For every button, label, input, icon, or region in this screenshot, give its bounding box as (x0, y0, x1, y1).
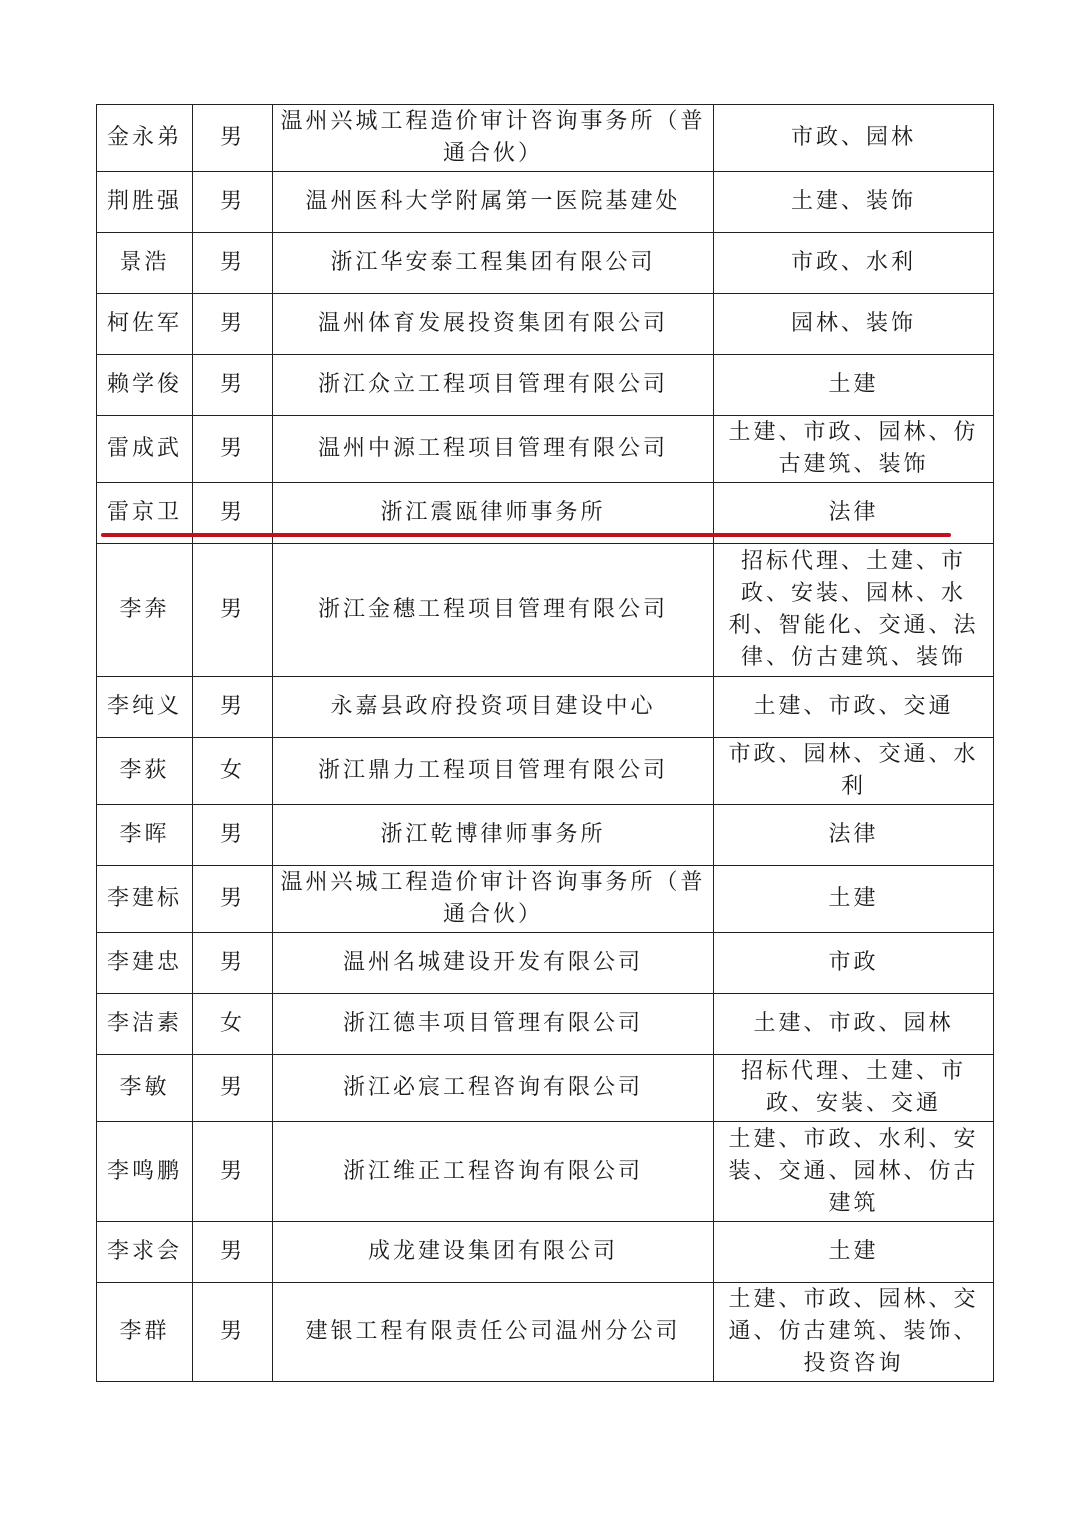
gender-cell: 女 (193, 738, 273, 805)
table-row (97, 933, 994, 994)
table-row (97, 805, 994, 866)
field-cell: 土建、市政、园林、交通、仿古建筑、装饰、投资咨询 (714, 1283, 994, 1382)
field-cell: 法律 (714, 483, 994, 544)
name-cell: 雷京卫 (97, 483, 193, 544)
org-cell: 成龙建设集团有限公司 (273, 1222, 714, 1283)
table-row (97, 294, 994, 355)
org-cell: 浙江华安泰工程集团有限公司 (273, 233, 714, 294)
table-row (97, 233, 994, 294)
name-cell: 柯佐军 (97, 294, 193, 355)
org-cell: 浙江德丰项目管理有限公司 (273, 994, 714, 1055)
org-cell: 温州兴城工程造价审计咨询事务所（普通合伙） (273, 105, 714, 172)
field-cell: 土建、装饰 (714, 172, 994, 233)
name-cell: 李洁素 (97, 994, 193, 1055)
org-cell: 温州兴城工程造价审计咨询事务所（普通合伙） (273, 866, 714, 933)
field-cell: 土建 (714, 866, 994, 933)
table-row (97, 677, 994, 738)
org-cell: 永嘉县政府投资项目建设中心 (273, 677, 714, 738)
org-cell: 温州医科大学附属第一医院基建处 (273, 172, 714, 233)
table-row (97, 172, 994, 233)
field-cell: 招标代理、土建、市政、安装、交通 (714, 1055, 994, 1122)
field-cell: 招标代理、土建、市政、安装、园林、水利、智能化、交通、法律、仿古建筑、装饰 (714, 544, 994, 677)
table-row (97, 866, 994, 933)
table-row (97, 1055, 994, 1122)
org-cell: 浙江维正工程咨询有限公司 (273, 1122, 714, 1222)
org-cell: 浙江乾博律师事务所 (273, 805, 714, 866)
table-row (97, 416, 994, 483)
gender-cell: 男 (193, 677, 273, 738)
gender-cell: 女 (193, 994, 273, 1055)
gender-cell: 男 (193, 416, 273, 483)
org-cell: 浙江震瓯律师事务所 (273, 483, 714, 544)
field-cell: 土建 (714, 1222, 994, 1283)
table-row (97, 105, 994, 172)
gender-cell: 男 (193, 105, 273, 172)
table-row (97, 355, 994, 416)
gender-cell: 男 (193, 233, 273, 294)
name-cell: 李建标 (97, 866, 193, 933)
name-cell: 李奔 (97, 544, 193, 677)
table-row (97, 1122, 994, 1222)
table-row (97, 738, 994, 805)
expert-roster-table (96, 104, 994, 1382)
field-cell: 法律 (714, 805, 994, 866)
org-cell: 温州名城建设开发有限公司 (273, 933, 714, 994)
name-cell: 李纯义 (97, 677, 193, 738)
gender-cell: 男 (193, 933, 273, 994)
field-cell: 园林、装饰 (714, 294, 994, 355)
gender-cell: 男 (193, 1222, 273, 1283)
red-underline-mark (101, 533, 951, 537)
name-cell: 景浩 (97, 233, 193, 294)
field-cell: 市政 (714, 933, 994, 994)
gender-cell: 男 (193, 1055, 273, 1122)
gender-cell: 男 (193, 544, 273, 677)
field-cell: 市政、水利 (714, 233, 994, 294)
gender-cell: 男 (193, 294, 273, 355)
name-cell: 李鸣鹏 (97, 1122, 193, 1222)
org-cell: 浙江必宸工程咨询有限公司 (273, 1055, 714, 1122)
table-row (97, 544, 994, 677)
org-cell: 温州中源工程项目管理有限公司 (273, 416, 714, 483)
name-cell: 李敏 (97, 1055, 193, 1122)
field-cell: 土建、市政、水利、安装、交通、园林、仿古建筑 (714, 1122, 994, 1222)
name-cell: 雷成武 (97, 416, 193, 483)
table-row (97, 1283, 994, 1382)
org-cell: 浙江金穗工程项目管理有限公司 (273, 544, 714, 677)
org-cell: 浙江鼎力工程项目管理有限公司 (273, 738, 714, 805)
table-row (97, 1222, 994, 1283)
org-cell: 浙江众立工程项目管理有限公司 (273, 355, 714, 416)
field-cell: 土建、市政、交通 (714, 677, 994, 738)
gender-cell: 男 (193, 1122, 273, 1222)
gender-cell: 男 (193, 1283, 273, 1382)
org-cell: 温州体育发展投资集团有限公司 (273, 294, 714, 355)
name-cell: 李晖 (97, 805, 193, 866)
gender-cell: 男 (193, 355, 273, 416)
field-cell: 市政、园林 (714, 105, 994, 172)
table-row (97, 994, 994, 1055)
gender-cell: 男 (193, 866, 273, 933)
name-cell: 李求会 (97, 1222, 193, 1283)
gender-cell: 男 (193, 483, 273, 544)
field-cell: 土建、市政、园林、仿古建筑、装饰 (714, 416, 994, 483)
name-cell: 荆胜强 (97, 172, 193, 233)
name-cell: 赖学俊 (97, 355, 193, 416)
gender-cell: 男 (193, 805, 273, 866)
gender-cell: 男 (193, 172, 273, 233)
field-cell: 市政、园林、交通、水利 (714, 738, 994, 805)
field-cell: 土建、市政、园林 (714, 994, 994, 1055)
name-cell: 李群 (97, 1283, 193, 1382)
name-cell: 李荻 (97, 738, 193, 805)
org-cell: 建银工程有限责任公司温州分公司 (273, 1283, 714, 1382)
name-cell: 金永弟 (97, 105, 193, 172)
name-cell: 李建忠 (97, 933, 193, 994)
field-cell: 土建 (714, 355, 994, 416)
